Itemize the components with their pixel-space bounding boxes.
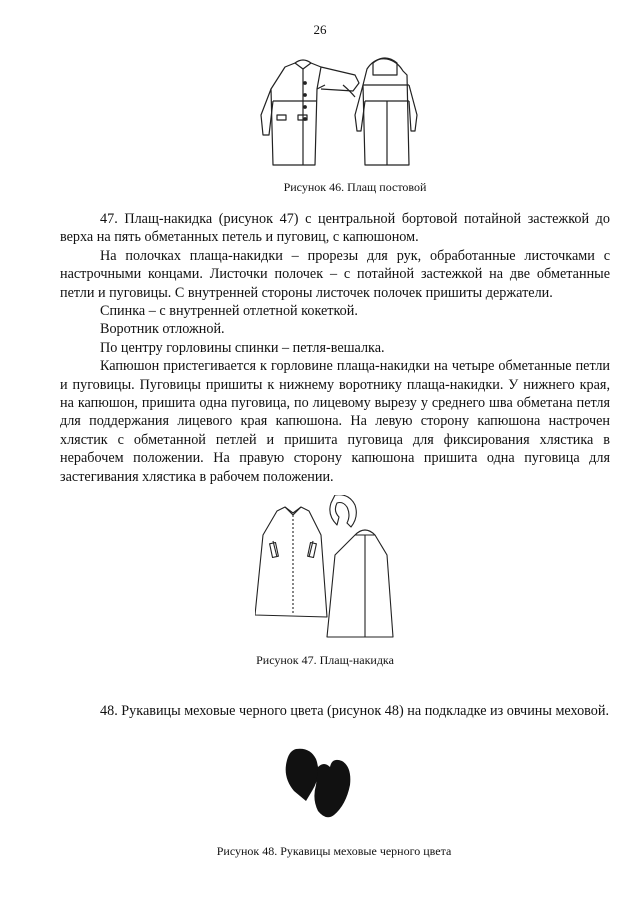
page-number: 26 bbox=[313, 22, 327, 37]
paragraph: 48. Рукавицы меховые черного цвета (рисунок 48) на подкладке из овчины меховой. bbox=[100, 703, 610, 719]
paragraph: На полочках плаща-накидки – прорезы для рук, обработанные листочками с настрочными концами. Листочки полочек – с потайной застежкой на две обметанные петли и пуговицы. С внутренней стороны листочек полочек пришиты держатели. bbox=[60, 247, 610, 301]
figure-47-caption: Рисунок 47. Плащ-накидка bbox=[256, 653, 394, 667]
paragraph: Капюшон пристегивается к горловине плаща-накидки на четыре обметанные петли и пуговицы. Пуговицы пришиты к нижнему воротнику плаща-накидки. У нижнего края, на капюшон, пришита одна пуговица, по лицевому вырезу у среднего шва обметана петля для поддержания лицевого края капюшона. На левую сторону капюшона настрочен хлястик с обметанной петлей и пришита пуговица для фиксирования хлястика в нерабочем положении. На правую сторону капюшона пришита одна пуговица для застегивания хлястика в рабочем положении. bbox=[60, 358, 610, 485]
figure-48-mittens-drawing bbox=[282, 745, 357, 825]
figure-47-cape-drawing bbox=[255, 495, 400, 640]
section-47-text bbox=[60, 210, 610, 486]
paragraph: 47. Плащ-накидка (рисунок 47) с центральной бортовой потайной застежкой до верха на пять обметанных петель и пуговиц, с капюшоном. bbox=[60, 211, 610, 246]
figure-46-caption: Рисунок 46. Плащ постовой bbox=[283, 180, 427, 194]
section-48-text bbox=[60, 702, 610, 720]
figure-48-caption: Рисунок 48. Рукавицы меховые черного цвета bbox=[216, 844, 452, 858]
paragraph: Спинка – с внутренней отлетной кокеткой. bbox=[100, 303, 358, 320]
figure-46-raincoat-drawing bbox=[255, 55, 435, 175]
paragraph: По центру горловины спинки – петля-вешалка. bbox=[100, 339, 385, 356]
paragraph: Воротник отложной. bbox=[100, 321, 225, 338]
